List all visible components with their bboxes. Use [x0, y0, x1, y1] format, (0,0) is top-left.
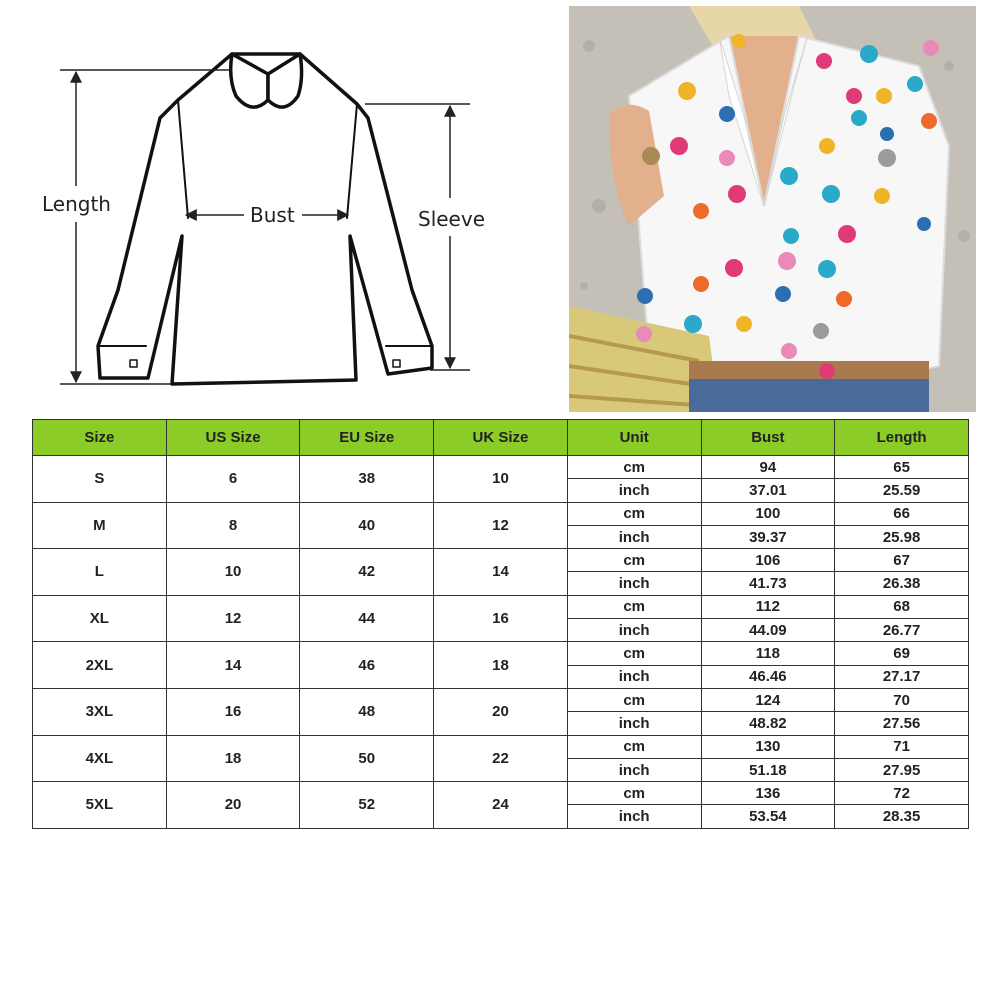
- uk-size-cell: 18: [434, 642, 568, 689]
- column-header: Bust: [701, 420, 835, 456]
- unit-cell: inch: [567, 479, 701, 502]
- size-chart-table: [32, 419, 969, 829]
- column-header: Unit: [567, 420, 701, 456]
- unit-cell: cm: [567, 502, 701, 525]
- sleeve-label: Sleeve: [418, 207, 486, 231]
- table-row: [33, 782, 969, 805]
- unit-cell: inch: [567, 619, 701, 642]
- uk-size-cell: 20: [434, 688, 568, 735]
- size-cell: M: [33, 502, 167, 549]
- unit-cell: cm: [567, 595, 701, 618]
- length-cell: 27.95: [835, 758, 969, 781]
- table-row: [33, 735, 969, 758]
- uk-size-cell: 10: [434, 456, 568, 503]
- length-cell: 67: [835, 549, 969, 572]
- us-size-cell: 12: [166, 595, 300, 642]
- size-cell: 3XL: [33, 688, 167, 735]
- uk-size-cell: 22: [434, 735, 568, 782]
- length-cell: 27.17: [835, 665, 969, 688]
- eu-size-cell: 46: [300, 642, 434, 689]
- eu-size-cell: 50: [300, 735, 434, 782]
- unit-cell: cm: [567, 642, 701, 665]
- eu-size-cell: 44: [300, 595, 434, 642]
- bust-cell: 136: [701, 782, 835, 805]
- bust-cell: 100: [701, 502, 835, 525]
- us-size-cell: 16: [166, 688, 300, 735]
- us-size-cell: 20: [166, 782, 300, 829]
- unit-cell: inch: [567, 805, 701, 828]
- unit-cell: cm: [567, 688, 701, 711]
- table-header-row: [33, 420, 969, 456]
- bust-label: Bust: [250, 203, 295, 227]
- shirt-measurement-diagram: [0, 0, 560, 410]
- eu-size-cell: 38: [300, 456, 434, 503]
- length-cell: 68: [835, 595, 969, 618]
- table-row: [33, 502, 969, 525]
- unit-cell: inch: [567, 665, 701, 688]
- eu-size-cell: 52: [300, 782, 434, 829]
- length-cell: 28.35: [835, 805, 969, 828]
- sleeve-measure: [365, 104, 470, 370]
- unit-cell: cm: [567, 456, 701, 479]
- bust-cell: 51.18: [701, 758, 835, 781]
- bust-cell: 37.01: [701, 479, 835, 502]
- bust-cell: 46.46: [701, 665, 835, 688]
- uk-size-cell: 16: [434, 595, 568, 642]
- eu-size-cell: 40: [300, 502, 434, 549]
- length-cell: 72: [835, 782, 969, 805]
- length-measure: [60, 70, 230, 384]
- us-size-cell: 18: [166, 735, 300, 782]
- length-cell: 26.77: [835, 619, 969, 642]
- length-cell: 65: [835, 456, 969, 479]
- uk-size-cell: 14: [434, 549, 568, 596]
- length-cell: 25.98: [835, 525, 969, 548]
- unit-cell: cm: [567, 735, 701, 758]
- column-header: EU Size: [300, 420, 434, 456]
- table-row: [33, 688, 969, 711]
- table-row: [33, 549, 969, 572]
- bust-cell: 44.09: [701, 619, 835, 642]
- unit-cell: inch: [567, 712, 701, 735]
- unit-cell: inch: [567, 758, 701, 781]
- unit-cell: cm: [567, 782, 701, 805]
- length-cell: 27.56: [835, 712, 969, 735]
- us-size-cell: 10: [166, 549, 300, 596]
- unit-cell: cm: [567, 549, 701, 572]
- product-photo: [569, 6, 976, 412]
- length-cell: 66: [835, 502, 969, 525]
- size-cell: L: [33, 549, 167, 596]
- size-cell: 4XL: [33, 735, 167, 782]
- uk-size-cell: 24: [434, 782, 568, 829]
- uk-size-cell: 12: [434, 502, 568, 549]
- length-cell: 71: [835, 735, 969, 758]
- bust-cell: 39.37: [701, 525, 835, 548]
- eu-size-cell: 42: [300, 549, 434, 596]
- bust-cell: 118: [701, 642, 835, 665]
- column-header: Length: [835, 420, 969, 456]
- length-cell: 69: [835, 642, 969, 665]
- length-label: Length: [42, 192, 111, 216]
- length-cell: 25.59: [835, 479, 969, 502]
- bust-cell: 94: [701, 456, 835, 479]
- us-size-cell: 6: [166, 456, 300, 503]
- bust-cell: 124: [701, 688, 835, 711]
- column-header: UK Size: [434, 420, 568, 456]
- eu-size-cell: 48: [300, 688, 434, 735]
- size-cell: S: [33, 456, 167, 503]
- size-cell: 2XL: [33, 642, 167, 689]
- us-size-cell: 14: [166, 642, 300, 689]
- table-row: [33, 595, 969, 618]
- column-header: Size: [33, 420, 167, 456]
- size-cell: 5XL: [33, 782, 167, 829]
- table-row: [33, 642, 969, 665]
- column-header: US Size: [166, 420, 300, 456]
- bust-cell: 48.82: [701, 712, 835, 735]
- bust-cell: 106: [701, 549, 835, 572]
- length-cell: 70: [835, 688, 969, 711]
- length-cell: 26.38: [835, 572, 969, 595]
- us-size-cell: 8: [166, 502, 300, 549]
- unit-cell: inch: [567, 525, 701, 548]
- size-cell: XL: [33, 595, 167, 642]
- bust-cell: 41.73: [701, 572, 835, 595]
- unit-cell: inch: [567, 572, 701, 595]
- table-row: [33, 456, 969, 479]
- bust-cell: 130: [701, 735, 835, 758]
- bust-cell: 53.54: [701, 805, 835, 828]
- bust-cell: 112: [701, 595, 835, 618]
